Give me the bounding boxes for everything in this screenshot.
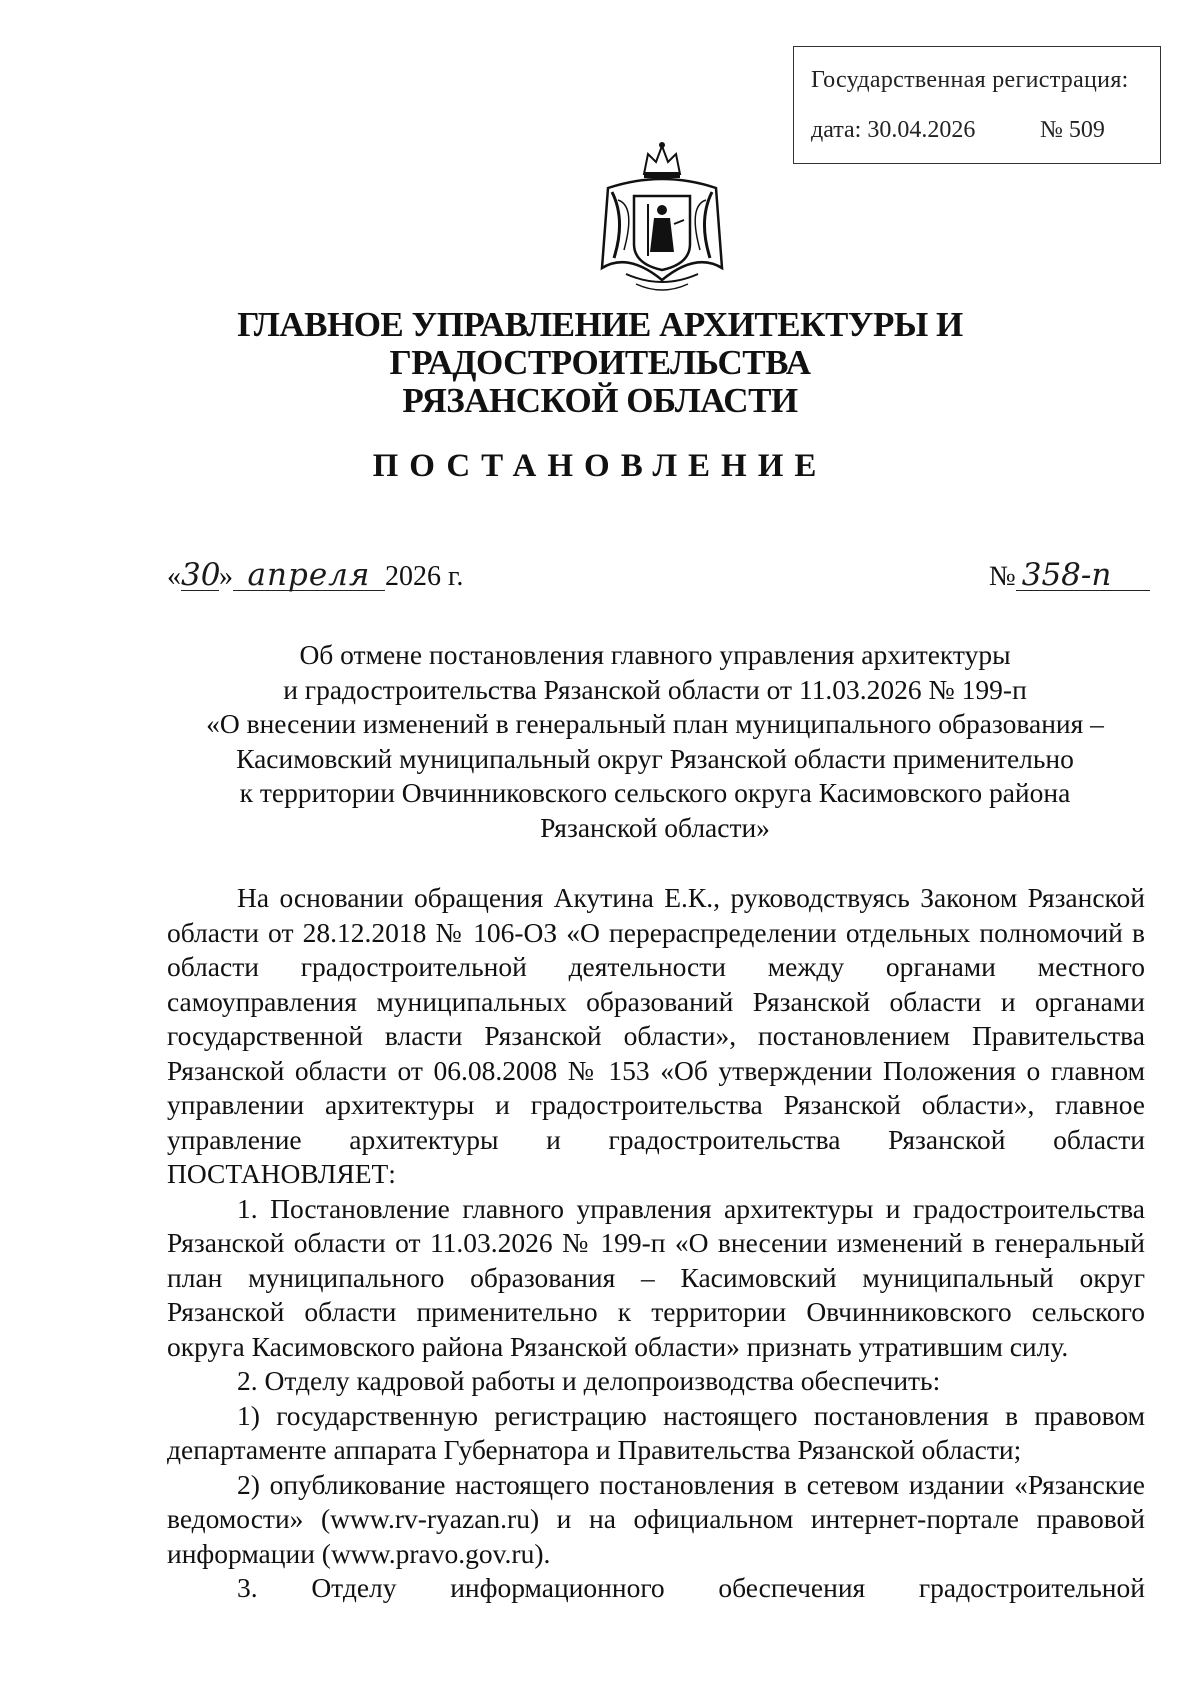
agency-name-line2: РЯЗАНСКОЙ ОБЛАСТИ [402,381,798,420]
item-2-1-paragraph: 1) государственную регистрацию настоящего постановления в правовом департаменте аппарата Губернатора и Правительства Рязанской области; [167,1399,1145,1465]
handwritten-number: 358-п [1016,560,1150,591]
title-line: Рязанской области» [540,811,770,843]
registration-number: № 509 [1040,117,1105,143]
registration-date: дата: 30.04.2026 [811,117,976,143]
date-quote-close: » [219,561,233,592]
ryazan-coat-of-arms-icon [596,140,728,298]
handwritten-month: апреля [233,560,385,591]
item-3-paragraph: 3. Отделу информационного обеспечения градостроительной [237,1572,1145,1603]
title-line: «О внесении изменений в генеральный план муниципального образования – [206,708,1104,739]
date-year: 2026 г. [385,561,464,592]
document-date [167,557,464,593]
item-1-paragraph: 1. Постановление главного управления архитектуры и градостроительства Рязанской области от 11.03.2026 № 199-п «О внесении изменений в генеральный план муниципального образования – Касимовский муниципальный округ Рязанской области применительно к территории Овчинниковского сельского округа Касимовского района Рязанской области» признать утратившим силу. [167,1192,1145,1362]
item-2-2-paragraph: 2) опубликование настоящего постановления в сетевом издании «Рязанские ведомости» (www.rv-ryazan.ru) и на официальном интернет-портале правовой информации (www.pravo.gov.ru). [167,1468,1145,1569]
date-quote-open: « [167,561,181,592]
document-number [989,557,1150,593]
document-body [167,881,1145,1606]
agency-name-line1: ГЛАВНОЕ УПРАВЛЕНИЕ АРХИТЕКТУРЫ И ГРАДОСТРОИТЕЛЬСТВА [237,305,963,382]
title-line: к территории Овчинниковского сельского округа Касимовского района [239,777,1071,808]
item-2-paragraph: 2. Отделу кадровой работы и делопроизводства обеспечить: [237,1365,941,1396]
title-line: Касимовский муниципальный округ Рязанской области применительно [236,742,1074,774]
registration-title: Государственная регистрация: [811,67,1129,93]
document-type: ПОСТАНОВЛЕНИЕ [372,448,828,484]
document-title [167,638,1143,845]
title-line: Об отмене постановления главного управления архитектуры [299,639,1011,670]
registration-stamp [793,46,1161,164]
handwritten-day: 30 [181,557,221,593]
preamble-paragraph: На основании обращения Акутина Е.К., руководствуясь Законом Рязанской области от 28.12.2018 № 106-ОЗ «О перераспределении отдельных полномочий в области градостроительной деятельности между органами местного самоуправления муниципальных образований Рязанской области и органами государственной власти Рязанской области», постановлением Правительства Рязанской области от 06.08.2008 № 153 «Об утверждении Положения о главном управлении архитектуры и градостроительства Рязанской области», главное управление архитектуры и градостроительства Рязанской области ПОСТАНОВЛЯЕТ: [167,882,1145,1189]
number-prefix: № [989,561,1016,592]
agency-name [60,306,1140,420]
title-line: и градостроительства Рязанской области от 11.03.2026 № 199-п [283,673,1027,705]
